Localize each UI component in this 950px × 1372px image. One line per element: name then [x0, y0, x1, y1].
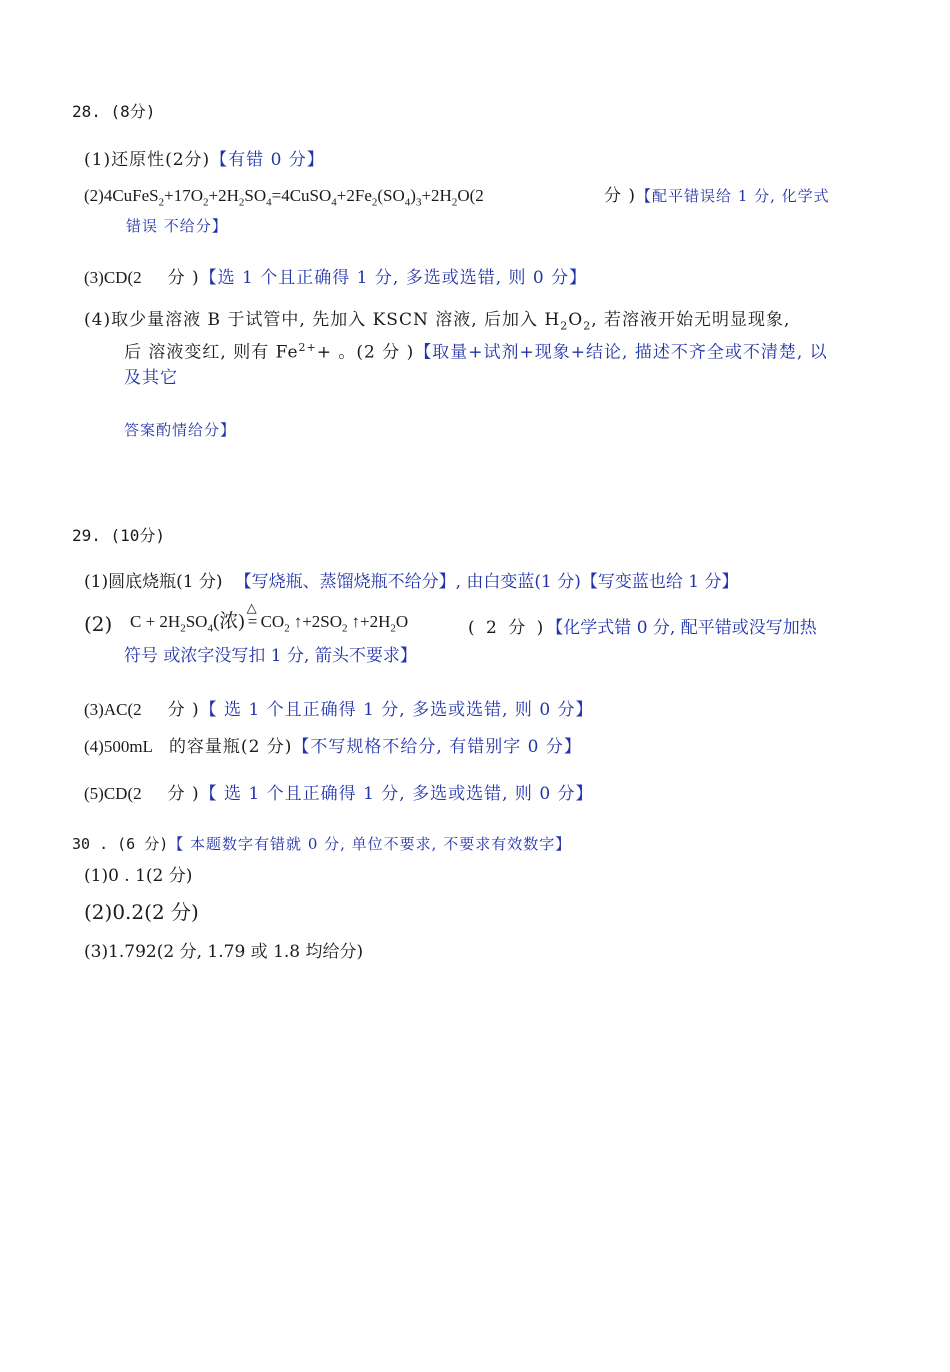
gas-arrow-icon: ↑: [351, 612, 361, 631]
q29-part1: [84, 570, 739, 594]
q28-part4-text: O: [568, 310, 584, 330]
eq-text: =4CuSO: [271, 186, 332, 205]
q29-part5: [84, 782, 594, 806]
eq-sub: 2: [238, 196, 245, 209]
q30-part2: (2)0.2(2 分): [84, 900, 199, 924]
q28-part4-text: (4)取少量溶液 B 于试管中, 先加入 KSCN 溶液, 后加入 H: [84, 310, 561, 330]
eq-text: +2H: [208, 186, 239, 205]
q28-part4-line1: [84, 308, 790, 338]
q29-part4-answer: (4)500mL: [84, 737, 153, 756]
q29-part3-score: 分 ): [167, 700, 200, 720]
eq-sub: 4: [331, 196, 337, 209]
q28-part3-score: 分 ): [167, 268, 200, 288]
q29-part5-note: 【 选 1 个且正确得 1 分, 多选或选错, 则 0 分】: [199, 784, 594, 804]
eq-text: ): [410, 186, 416, 205]
eq-sub: 2: [342, 622, 348, 635]
eq-sub: 2: [284, 622, 290, 635]
q30-header-line: [72, 832, 571, 856]
q28-part1: [84, 148, 325, 172]
q28-part2-note-cont: 错误 不给分】: [126, 217, 228, 235]
q28-part3: [84, 266, 587, 290]
q29-part2-score-text: ( 2 分 ): [468, 618, 547, 638]
eq-text: +2Fe: [336, 186, 372, 205]
q29-part2: [84, 612, 112, 638]
eq-text: +17O: [164, 186, 203, 205]
eq-sub: 2: [180, 622, 186, 635]
eq-sub: 2: [451, 196, 458, 209]
q28-part4-note: 【取量+试剂+现象+结论, 描述不齐全或不清楚, 以: [414, 342, 828, 363]
eq-text: +2SO: [302, 612, 343, 631]
q29-header: 29. (10分): [72, 526, 166, 545]
eq-sub: 2: [560, 319, 569, 333]
q29-part1-note2: 【写变蓝也给 1 分】: [580, 572, 739, 592]
q28-part4-score: + 。(2 分 ): [316, 342, 415, 363]
q29-part1-answer2: , 由白变蓝(1 分): [455, 572, 581, 592]
eq-text: O: [395, 612, 409, 631]
q29-part2-equation: [130, 600, 409, 640]
q28-part4-note-end: 答案酌情给分】: [124, 421, 237, 439]
q30-note: 【 本题数字有错就 0 分, 单位不要求, 不要求有效数字】: [168, 835, 572, 853]
eq-sub: 4: [266, 196, 272, 209]
q28-part3-note: 【选 1 个且正确得 1 分, 多选或选错, 则 0 分】: [199, 268, 588, 288]
eq-text: (浓): [212, 611, 245, 632]
q29-part2-note: 【化学式错 0 分, 配平错或没写加热: [546, 618, 817, 638]
eq-text: C + 2H: [130, 612, 181, 631]
eq-text: +2H: [360, 612, 391, 631]
eq-sub: 4: [207, 622, 213, 635]
q30-header: 30 . (6 分): [72, 835, 169, 853]
eq-text: CO: [260, 612, 285, 631]
q28-part2-note: 【配平错误给 1 分, 化学式: [636, 187, 830, 205]
q29-part4-note: 【不写规格不给分, 有错别字 0 分】: [292, 737, 582, 757]
q28-part1-answer: (1)还原性(2分): [84, 150, 211, 170]
q28-header: 28. (8分): [72, 102, 156, 121]
q28-part4-note-cont: 及其它: [124, 368, 178, 388]
q29-part3-note: 【 选 1 个且正确得 1 分, 多选或选错, 则 0 分】: [199, 700, 594, 720]
heat-delta-icon: △: [246, 600, 257, 615]
q29-part4: [84, 735, 582, 759]
eq-sub: 3: [415, 196, 422, 209]
q29-part5-score: 分 ): [167, 784, 200, 804]
q30-part3: (3)1.792(2 分, 1.79 或 1.8 均给分): [84, 942, 364, 962]
eq-sup: 2+: [298, 341, 317, 354]
eq-text: =: [247, 612, 258, 631]
q29-part2-label: (2): [84, 612, 113, 636]
eq-text: SO: [244, 186, 267, 205]
eq-text: (SO: [377, 186, 405, 205]
q29-part3-answer: (3)AC(2: [84, 700, 142, 719]
eq-text: (2)4CuFeS: [84, 186, 159, 205]
q29-part5-answer: (5)CD(2: [84, 784, 142, 803]
heat-equals: [245, 600, 261, 634]
q29-part4-text: 的容量瓶(2 分): [168, 737, 293, 757]
q28-part2-score-text: 分 ): [604, 186, 637, 206]
eq-sub: 2: [390, 622, 396, 635]
q28-part2-equation: [84, 184, 484, 214]
q29-part1-answer: (1)圆底烧瓶(1 分): [84, 572, 223, 592]
q29-part2-score: [468, 616, 817, 640]
q30-part1: (1)0 . 1(2 分): [84, 866, 193, 886]
eq-sub: 2: [371, 196, 378, 209]
q28-part4-line2: [124, 336, 828, 365]
eq-sub: 4: [404, 196, 411, 209]
q28-part4-text: 后 溶液变红, 则有 Fe: [124, 342, 299, 363]
q28-part1-note: 【有错 0 分】: [210, 150, 325, 170]
gas-arrow-icon: ↑: [293, 612, 303, 631]
eq-sub: 2: [158, 196, 165, 209]
q28-part3-answer: (3)CD(2: [84, 268, 142, 287]
q28-part2-score: [604, 184, 830, 208]
eq-sub: 2: [583, 319, 592, 333]
q29-part3: [84, 698, 594, 722]
q29-part1-note: 【写烧瓶、蒸馏烧瓶不给分】: [234, 572, 456, 592]
q28-part4-text: , 若溶液开始无明显现象,: [591, 310, 791, 330]
eq-text: O(2: [457, 186, 484, 205]
q29-part2-note-cont: 符号 或浓字没写扣 1 分, 箭头不要求】: [124, 646, 417, 666]
eq-sub: 2: [203, 196, 209, 209]
eq-text: SO: [185, 612, 208, 631]
eq-text: +2H: [421, 186, 452, 205]
